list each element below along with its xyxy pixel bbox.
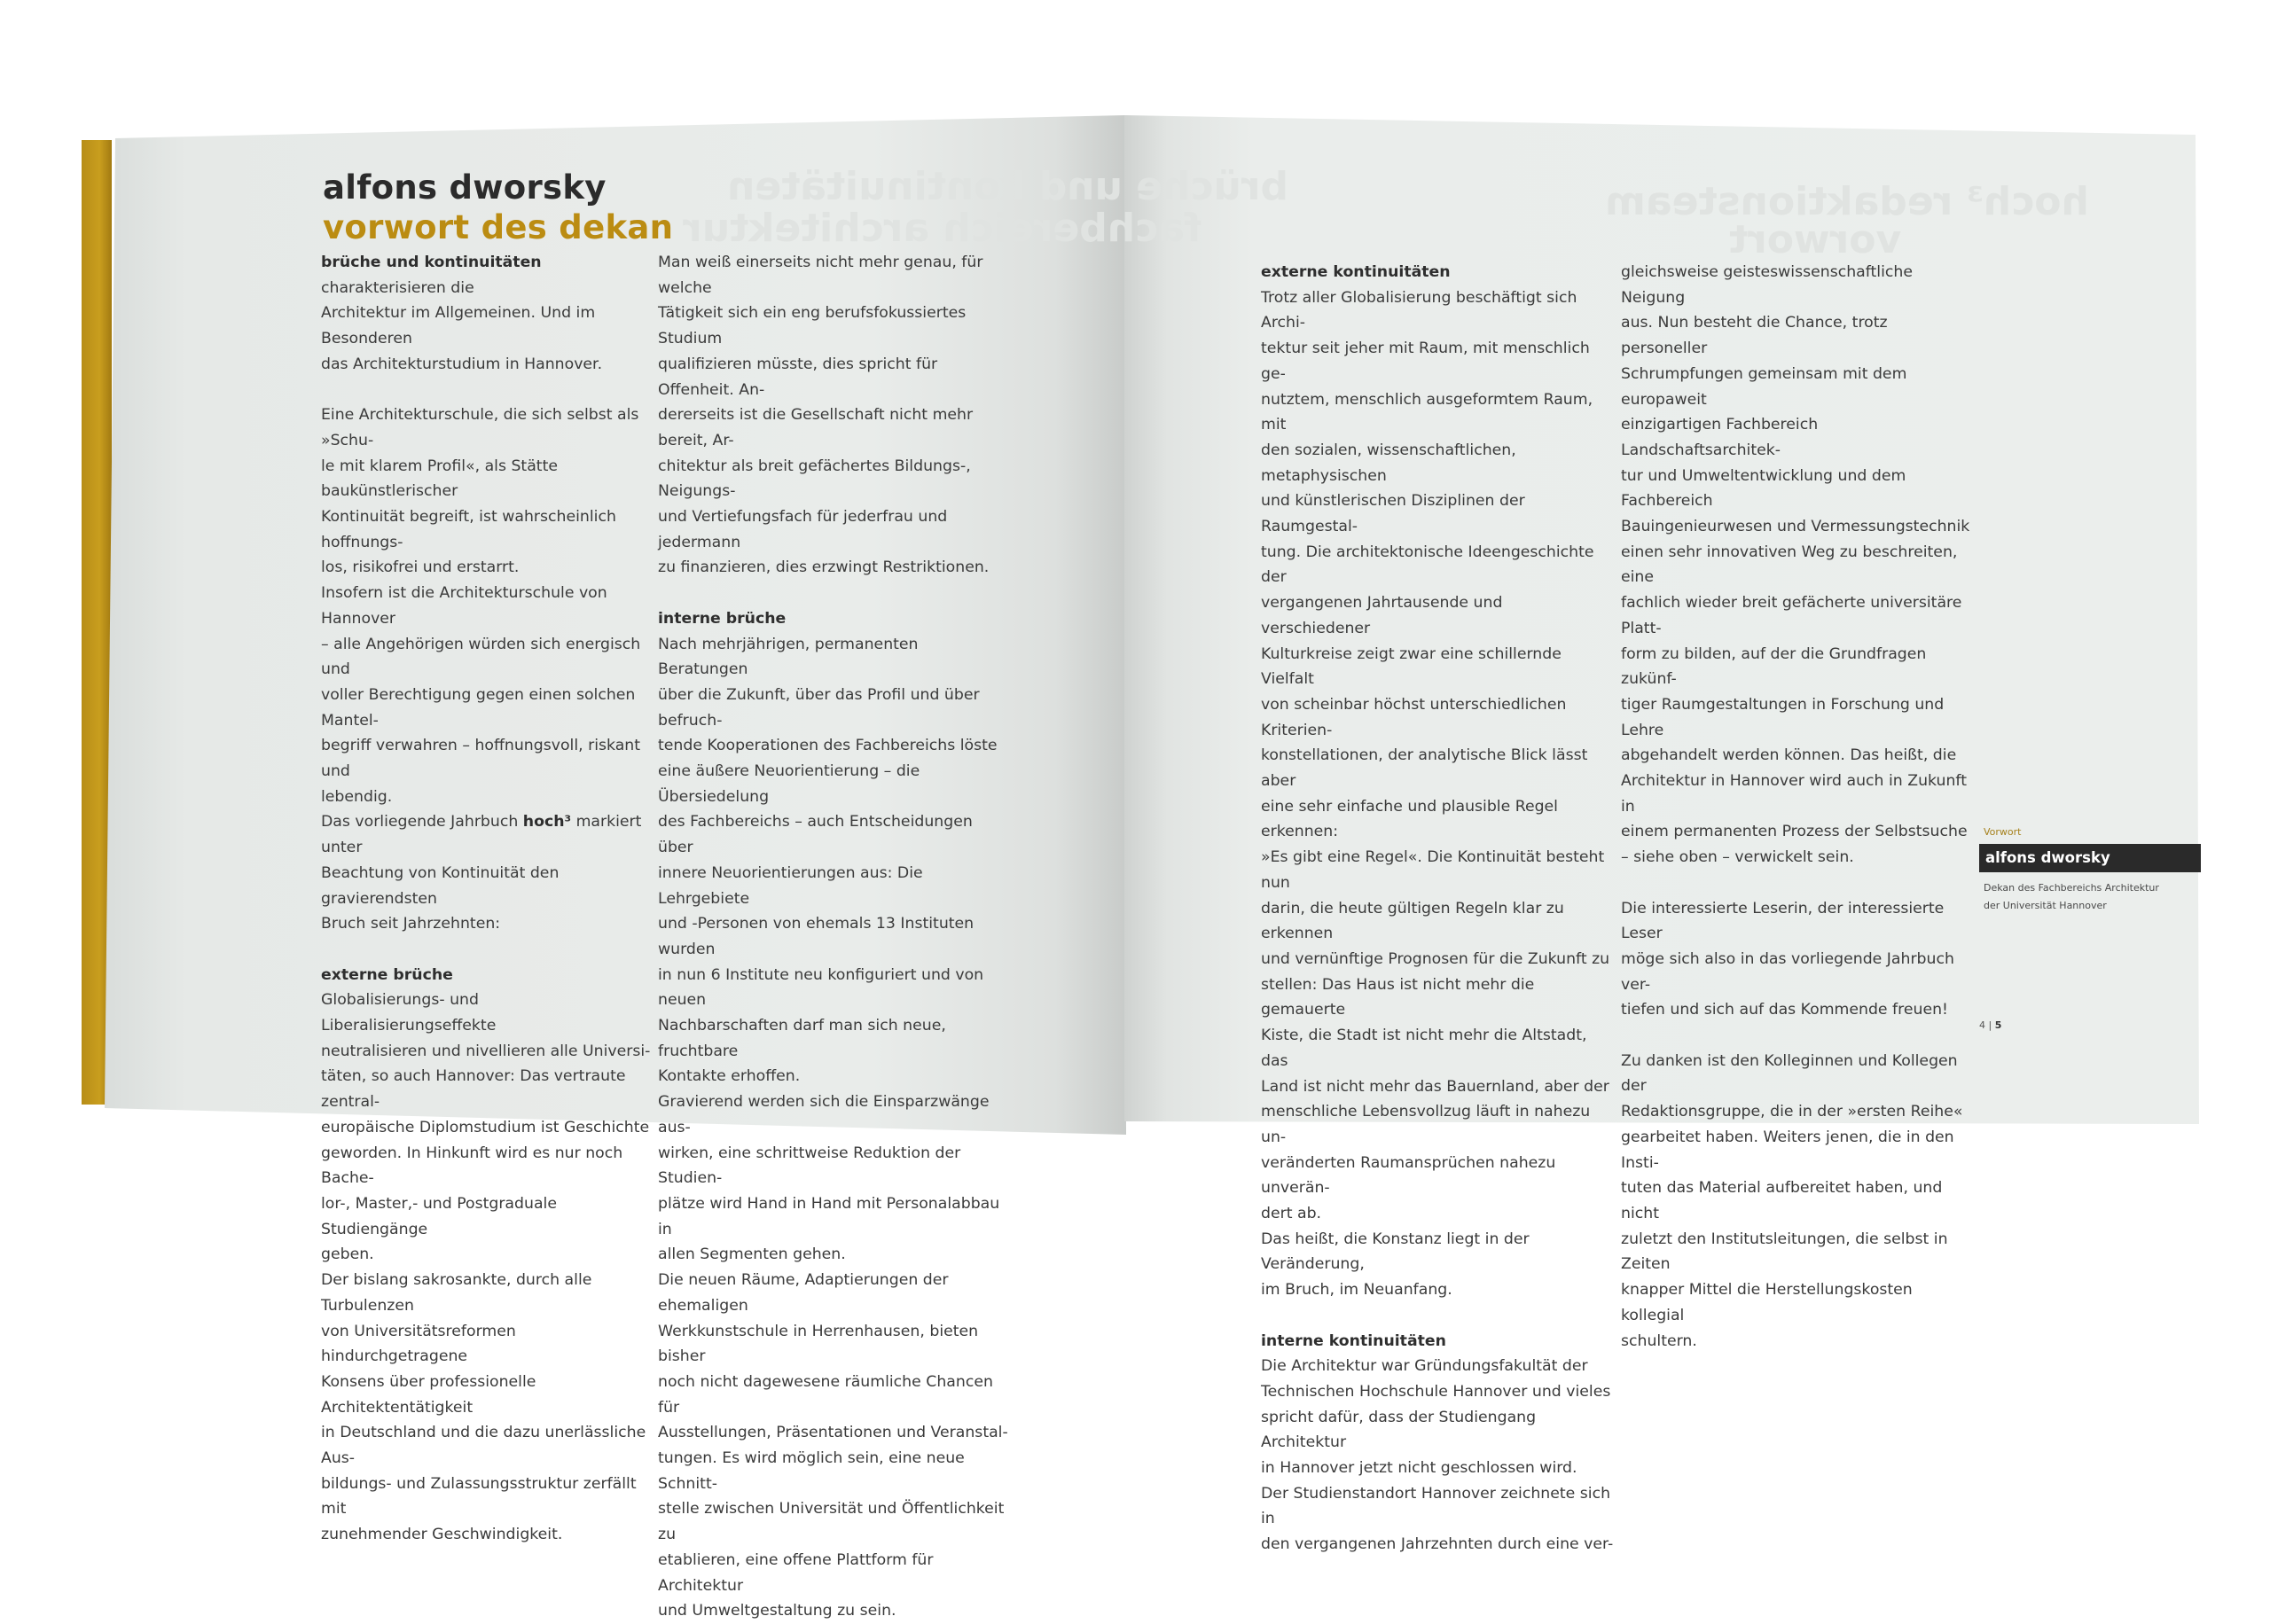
page-number-left: 4 [1979, 1019, 1985, 1031]
text-line: Kontakte erhoffen. [658, 1067, 801, 1086]
text-line: täten, so auch Hannover: Das vertraute zentral- [321, 1067, 626, 1112]
text-line: zuletzt den Institutsleitungen, die selbst in Zeiten [1621, 1230, 1948, 1274]
show-through-text: brüche und kontinuitäten [727, 164, 1288, 209]
text-line: Kiste, die Stadt ist nicht mehr die Altstadt, das [1261, 1027, 1587, 1070]
author-heading: alfons dworsky [323, 168, 607, 207]
text-line: abgehandelt werden können. Das heißt, die [1621, 746, 1957, 765]
text-line: knapper Mittel die Herstellungskosten kollegial [1621, 1281, 1913, 1324]
text-line: über die Zukunft, über das Profil und über befruch- [658, 685, 980, 730]
text-line: vergangenen Jahrtausende und verschiedener [1261, 594, 1503, 637]
text-line: einem permanenten Prozess der Selbstsuche [1621, 823, 1968, 841]
text-line: menschliche Lebensvollzug läuft in nahezu un- [1261, 1103, 1591, 1146]
text-line: Architektur im Allgemeinen. Und im Besonderen [321, 304, 596, 348]
intro-paragraph [321, 250, 654, 301]
text-line: von scheinbar höchst unterschiedlichen Kriterien- [1261, 695, 1567, 739]
text-line: das Architekturstudium in Hannover. [321, 355, 603, 373]
text-line: Man weiß einerseits nicht mehr genau, für welche [658, 254, 983, 297]
text-line: dererseits ist die Gesellschaft nicht mehr bereit, Ar- [658, 406, 974, 449]
text-line: wirken, eine schrittweise Reduktion der Studien- [658, 1144, 961, 1188]
text-line: tuten das Material aufbereitet haben, und nicht [1621, 1179, 1943, 1222]
left-column-1 [321, 250, 654, 1548]
text-line: voller Berechtigung gegen einen solchen Mantel- [321, 685, 636, 730]
left-column-2 [658, 250, 1011, 1624]
text-line: und vernünftige Prognosen für die Zukunft zu [1261, 949, 1610, 968]
text-line: bildungs- und Zulassungsstruktur zerfällt mit [321, 1474, 637, 1519]
text-line: Gravierend werden sich die Einsparzwänge aus- [658, 1093, 990, 1136]
intro-text: charakterisieren die [321, 278, 474, 297]
text-line: Beachtung von Kontinuität den gravierendsten [321, 863, 560, 908]
text-line: eine äußere Neuorientierung – die Übersiedelung [658, 762, 920, 806]
description-line: der Universität Hannover [1984, 900, 2107, 911]
text-line: Kontinuität begreift, ist wahrscheinlich hoffnungs- [321, 508, 616, 551]
show-through-text: vorwort [1729, 217, 1902, 262]
text-line: und -Personen von ehemals 13 Instituten wurden [658, 915, 975, 958]
text-line: Redaktionsgruppe, die in der »ersten Reihe« [1621, 1103, 1963, 1121]
text-line: lor-, Master,- und Postgraduale Studiengänge [321, 1194, 557, 1238]
text-line: Das heißt, die Konstanz liegt in der Veränderung, [1261, 1230, 1530, 1274]
text-line: darin, die heute gültigen Regeln klar zu erkennen [1261, 899, 1564, 943]
text-line: etablieren, eine offene Plattform für Architektur [658, 1550, 934, 1595]
section-heading: interne brüche [658, 609, 787, 628]
description-line: Dekan des Fachbereichs Architektur [1984, 882, 2159, 894]
text-line: gleichsweise geisteswissenschaftliche Neigung [1621, 263, 1913, 307]
text-line: begriff verwahren – hoffnungsvoll, riskant und [321, 737, 641, 781]
text-line: den sozialen, wissenschaftlichen, metaphysischen [1261, 441, 1516, 485]
text-line: »Es gibt eine Regel«. Die Kontinuität besteht nun [1261, 848, 1605, 892]
text-line: Land ist nicht mehr das Bauernland, aber der [1261, 1077, 1609, 1096]
text-line: in Deutschland und die dazu unerlässliche Aus- [321, 1424, 646, 1468]
text-line: Werkkunstschule in Herrenhausen, bieten bisher [658, 1322, 979, 1366]
text-line: Bauingenieurwesen und Vermessungstechnik [1621, 518, 1970, 536]
text-line: stellen: Das Haus ist nicht mehr die gemauerte [1261, 975, 1535, 1019]
text-line: in Hannover jetzt nicht geschlossen wird. [1261, 1459, 1577, 1478]
text-line: einen sehr innovativen Weg zu beschreiten, eine [1621, 543, 1958, 587]
text-line: konstellationen, der analytische Blick lässt aber [1261, 746, 1588, 791]
text-line: Insofern ist die Architekturschule von Hannover [321, 584, 607, 628]
text-line: spricht dafür, dass der Studiengang Architektur [1261, 1408, 1537, 1452]
text-line: – siehe oben – verwickelt sein. [1621, 848, 1854, 867]
text-line: Der Studienstandort Hannover zeichnete sich in [1261, 1484, 1611, 1528]
text-line: eine sehr einfache und plausible Regel erkennen: [1261, 797, 1558, 841]
text-line: nutztem, menschlich ausgeformtem Raum, mit [1261, 390, 1593, 434]
section-heading: externe brüche [321, 965, 453, 984]
text-line: von Universitätsreformen hindurchgetragene [321, 1322, 516, 1366]
page-numbers [1979, 1019, 2001, 1031]
text-line: fachlich wieder breit gefächerte universitäre Platt- [1621, 594, 1962, 637]
text-line: möge sich also in das vorliegende Jahrbuch ver- [1621, 949, 1954, 994]
text-span: markiert unter [321, 813, 642, 857]
text-line: los, risikofrei und erstarrt. [321, 558, 520, 577]
show-through-text: fachbereich architektur [683, 206, 1202, 251]
text-line: aus. Nun besteht die Chance, trotz personeller [1621, 314, 1888, 358]
page-number-right: 5 [1994, 1019, 2002, 1031]
text-line: Eine Architekturschule, die sich selbst als »Schu- [321, 406, 639, 449]
text-line: Bruch seit Jahrzehnten: [321, 915, 501, 933]
text-line: innere Neuorientierungen aus: Die Lehrgebiete [658, 863, 923, 908]
text-line: stelle zwischen Universität und Öffentlichkeit zu [658, 1500, 1005, 1544]
text-line: geworden. In Hinkunft wird es nur noch Bache- [321, 1144, 623, 1188]
text-line: Der bislang sakrosankte, durch alle Turbulenzen [321, 1271, 592, 1315]
right-column-1 [1261, 260, 1616, 1558]
text-line: des Fachbereichs – auch Entscheidungen über [658, 813, 973, 857]
text-line: in nun 6 Institute neu konfiguriert und von neuen [658, 965, 984, 1010]
text-line: lebendig. [321, 787, 393, 806]
text-line: im Bruch, im Neuanfang. [1261, 1281, 1452, 1300]
text-line: geben. [321, 1245, 374, 1264]
text-line: le mit klarem Profil«, als Stätte baukünstlerischer [321, 457, 558, 501]
right-column-2 [1621, 260, 1976, 1354]
show-through-text: hoch³ redaktionsteam [1605, 179, 2089, 224]
text-line: Zu danken ist den Kolleginnen und Kollegen der [1621, 1051, 1958, 1096]
text-line: noch nicht dagewesene räumliche Chancen für [658, 1372, 993, 1417]
text-line: tende Kooperationen des Fachbereichs löste [658, 737, 998, 755]
jahrbuch-line [321, 809, 654, 860]
text-line: Die interessierte Leserin, der interessierte Leser [1621, 899, 1945, 943]
text-line: qualifizieren müsste, dies spricht für Offenheit. An- [658, 355, 938, 399]
text-line: Konsens über professionelle Architektentätigkeit [321, 1372, 536, 1417]
text-line: zu finanzieren, dies erzwingt Restriktionen. [658, 558, 990, 577]
text-line: dert ab. [1261, 1205, 1322, 1223]
intro-bold: brüche und kontinuitäten [321, 254, 542, 271]
text-line: tung. Die architektonische Ideengeschichte der [1261, 543, 1594, 587]
text-line: chitektur als breit gefächertes Bildungs-, Neigungs- [658, 457, 971, 501]
text-line: Die neuen Räume, Adaptierungen der ehemaligen [658, 1271, 949, 1315]
text-line: tiefen und sich auf das Kommende freuen! [1621, 1001, 1948, 1019]
text-line: Globalisierungs- und Liberalisierungseffekte [321, 991, 497, 1035]
text-line: tungen. Es wird möglich sein, eine neue Schnitt- [658, 1449, 965, 1493]
text-line: Kulturkreise zeigt zwar eine schillernde Vielfalt [1261, 644, 1562, 689]
text-line: allen Segmenten gehen. [658, 1245, 846, 1264]
author-label-bar [1979, 844, 2201, 872]
text-line: und Vertiefungsfach für jederfrau und jedermann [658, 508, 948, 551]
article-title: vorwort des dekan [323, 208, 674, 246]
text-span: Das vorliegende Jahrbuch [321, 813, 523, 832]
text-line: plätze wird Hand in Hand mit Personalabbau in [658, 1195, 1000, 1238]
hoch3-bold: hoch³ [522, 813, 572, 832]
text-line: europäische Diplomstudium ist Geschichte [321, 1118, 650, 1136]
text-line: veränderten Raumansprüchen nahezu unverän- [1261, 1153, 1556, 1198]
text-line: Architektur in Hannover wird auch in Zukunft in [1621, 772, 1967, 816]
text-line: zunehmender Geschwindigkeit. [321, 1526, 563, 1544]
text-line: neutralisieren und nivellieren alle Universi- [321, 1042, 651, 1060]
text-line: tiger Raumgestaltungen in Forschung und Lehre [1621, 695, 1945, 739]
text-line: Schrumpfungen gemeinsam mit dem europaweit [1621, 364, 1907, 409]
text-line: den vergangenen Jahrzehnten durch eine ver- [1261, 1535, 1614, 1554]
text-line: – alle Angehörigen würden sich energisch und [321, 635, 641, 679]
text-line: schultern. [1621, 1331, 1697, 1350]
text-line: gearbeitet haben. Weiters jenen, die in den Insti- [1621, 1128, 1954, 1172]
text-line: Trotz aller Globalisierung beschäftigt sich Archi- [1261, 288, 1577, 332]
text-line: Die Architektur war Gründungsfakultät der [1261, 1357, 1588, 1376]
text-line: form zu bilden, auf der die Grundfragen zukünf- [1621, 644, 1927, 689]
section-label: Vorwort [1984, 826, 2022, 838]
section-heading: interne kontinuitäten [1261, 1331, 1446, 1350]
text-line: und künstlerischen Disziplinen der Raumgestal- [1261, 492, 1525, 536]
page-number-separator: | [1988, 1019, 1992, 1031]
text-line: tektur seit jeher mit Raum, mit menschlich ge- [1261, 340, 1590, 383]
author-label: alfons dworsky [1985, 849, 2110, 866]
text-line: tur und Umweltentwicklung und dem Fachbereich [1621, 466, 1906, 511]
text-line: Nachbarschaften darf man sich neue, fruchtbare [658, 1017, 946, 1060]
author-description [1984, 879, 2159, 915]
text-line: und Umweltgestaltung zu sein. [658, 1602, 896, 1620]
text-line: Nach mehrjährigen, permanenten Beratungen [658, 635, 919, 679]
text-line: einzigartigen Fachbereich Landschaftsarchitek- [1621, 416, 1819, 459]
text-line: Ausstellungen, Präsentationen und Veranstal- [658, 1424, 1008, 1442]
text-line: Technischen Hochschule Hannover und vieles [1261, 1382, 1611, 1401]
text-line: Tätigkeit sich ein eng berufsfokussiertes Studium [658, 304, 967, 348]
section-heading: externe kontinuitäten [1261, 263, 1451, 281]
